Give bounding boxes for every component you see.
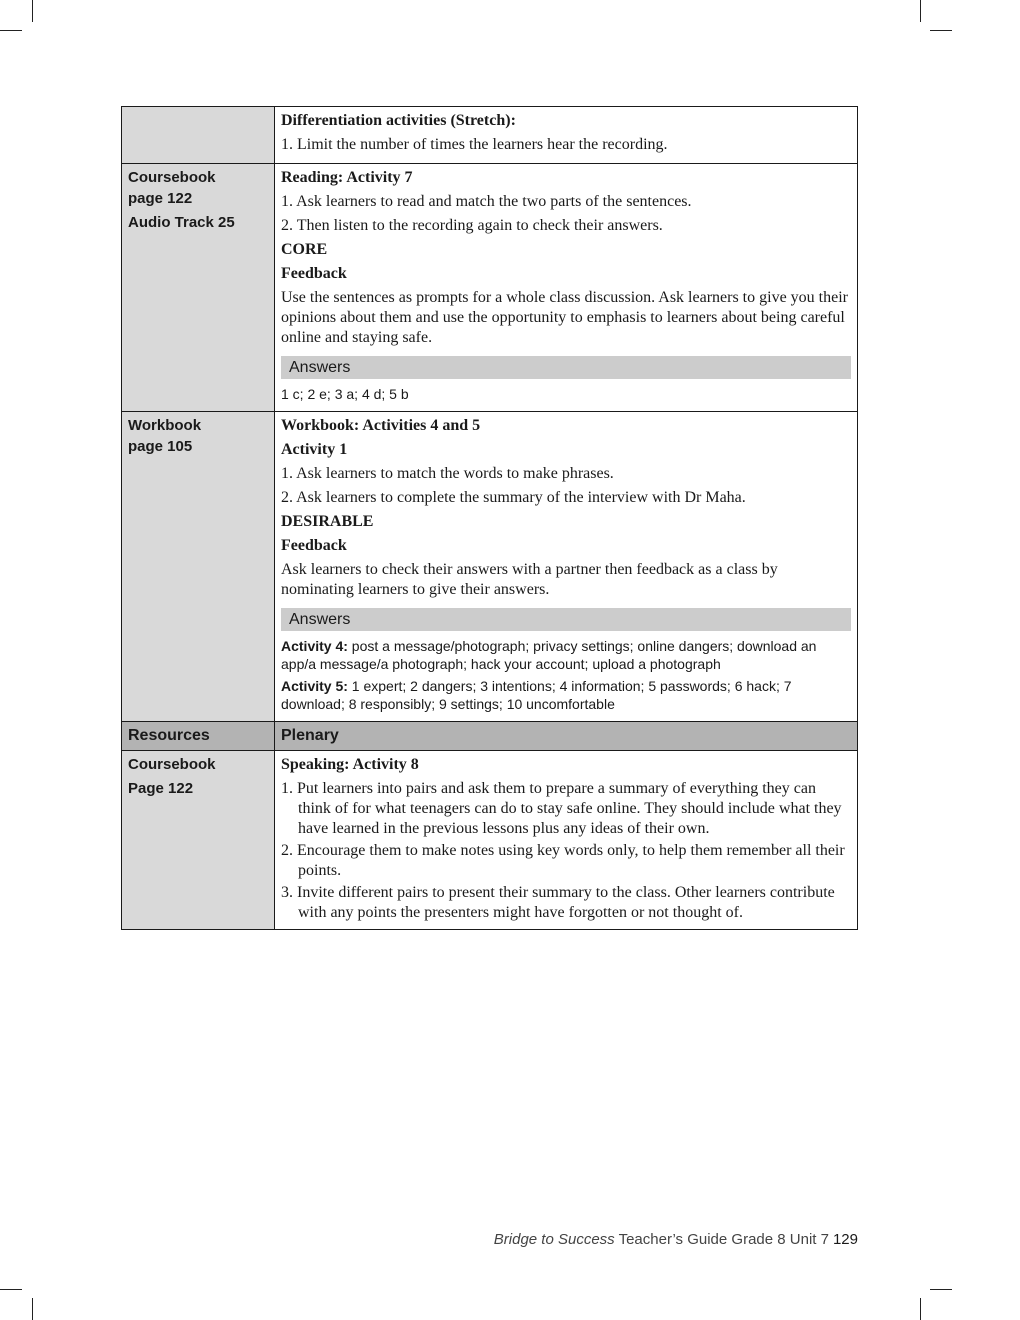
answers-bar: Answers	[281, 356, 851, 379]
table-row	[122, 412, 858, 722]
column-header-plenary: Plenary	[275, 722, 858, 751]
table-header-row	[122, 722, 858, 751]
answers-activity-5	[281, 677, 851, 713]
activity-cell	[275, 412, 858, 722]
activity-heading: Speaking: Activity 8	[281, 756, 419, 773]
page-footer	[494, 1231, 858, 1248]
crop-mark	[0, 30, 22, 31]
column-header-resources: Resources	[122, 722, 275, 751]
resource-label: page 122	[128, 190, 193, 207]
instruction-item: 2. Encourage them to make notes using key words only, to help them remember all their points.	[281, 842, 845, 879]
activity-cell	[275, 164, 858, 412]
answers-activity-4	[281, 637, 851, 673]
stretch-heading: Differentiation activities (Stretch):	[281, 112, 516, 129]
level-label: DESIRABLE	[281, 513, 374, 530]
answers-bar: Answers	[281, 608, 851, 631]
crop-mark	[0, 1289, 22, 1290]
resource-label: Audio Track 25	[128, 214, 235, 231]
crop-mark	[920, 0, 921, 22]
feedback-text: Ask learners to check their answers with a partner then feedback as a class by nominating learners to give their answers.	[281, 561, 778, 598]
activity-heading: Reading: Activity 7	[281, 169, 413, 186]
level-label: CORE	[281, 241, 328, 258]
feedback-label: Feedback	[281, 537, 347, 554]
book-title: Bridge to Success	[493, 1231, 615, 1248]
instruction-item: 1. Put learners into pairs and ask them to prepare a summary of everything they can think of for what teenagers can do to stay safe online. They should include what they have learned in the previous lessons plus any ideas of their own.	[281, 780, 842, 837]
crop-mark	[930, 1289, 952, 1290]
answers-activity-text: 1 expert; 2 dangers; 3 intentions; 4 information; 5 passwords; 6 hack; 7 download; 8 responsibly; 9 settings; 10 uncomfortable	[281, 678, 792, 712]
crop-mark	[32, 0, 33, 22]
table-row	[122, 164, 858, 412]
lesson-plan-table	[121, 106, 858, 930]
stretch-line: 1. Limit the number of times the learners hear the recording.	[281, 136, 668, 153]
resources-cell	[122, 412, 275, 722]
instruction-line: 2. Then listen to the recording again to check their answers.	[281, 217, 663, 234]
resource-label: Coursebook	[128, 756, 216, 773]
crop-mark	[32, 1298, 33, 1320]
table-row	[122, 107, 858, 164]
activity-cell	[275, 107, 858, 164]
feedback-label: Feedback	[281, 265, 347, 282]
instruction-line: 2. Ask learners to complete the summary of the interview with Dr Maha.	[281, 489, 746, 506]
feedback-text: Use the sentences as prompts for a whole class discussion. Ask learners to give you their opinions about them and use the opportunity to emphasis to learners about being careful online and staying safe.	[281, 289, 848, 346]
crop-mark	[930, 30, 952, 31]
answers-activity-label: Activity 4:	[281, 638, 348, 654]
instruction-line: 1. Ask learners to match the words to make phrases.	[281, 465, 614, 482]
activity-subheading: Activity 1	[281, 441, 348, 458]
answers-activity-label: Activity 5:	[281, 678, 348, 694]
resources-cell	[122, 107, 275, 164]
page-number: 129	[832, 1231, 858, 1248]
answers-activity-text: post a message/photograph; privacy settings; online dangers; download an app/a message/a photograph; hack your account; upload a photograph	[281, 638, 817, 672]
activity-cell	[275, 751, 858, 930]
instruction-line: 1. Ask learners to read and match the two parts of the sentences.	[281, 193, 692, 210]
activity-heading: Workbook: Activities 4 and 5	[281, 417, 481, 434]
resource-label: page 105	[128, 438, 193, 455]
answers-text: 1 c; 2 e; 3 a; 4 d; 5 b	[281, 386, 409, 402]
resources-cell	[122, 164, 275, 412]
resource-label: Workbook	[128, 417, 202, 434]
instruction-item: 3. Invite different pairs to present their summary to the class. Other learners contribute with any points the presenters might have forgotten or not thought of.	[281, 884, 835, 921]
crop-mark	[920, 1298, 921, 1320]
resource-label: Coursebook	[128, 169, 216, 186]
guide-text: Teacher’s Guide Grade 8 Unit 7	[614, 1231, 829, 1248]
resources-cell	[122, 751, 275, 930]
table-row	[122, 751, 858, 930]
resource-label: Page 122	[128, 780, 194, 797]
